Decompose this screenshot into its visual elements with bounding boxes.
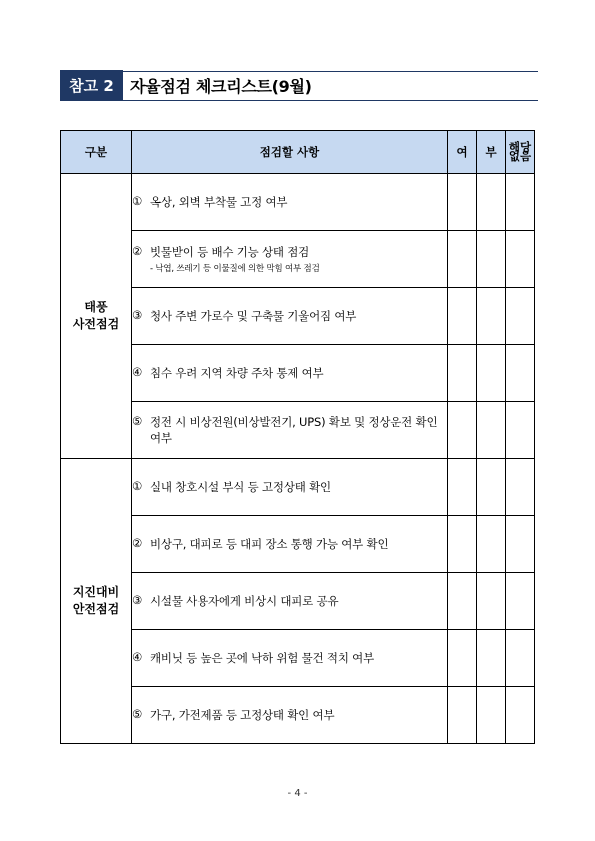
check-cell-yes[interactable] [448,288,477,345]
item-number: ① [132,479,143,493]
table-row [61,288,535,345]
check-cell-no[interactable] [477,630,506,687]
item-text: 옥상, 외벽 부착물 고정 여부 [150,195,288,209]
check-cell-na[interactable] [506,402,535,459]
check-cell-no[interactable] [477,516,506,573]
check-item-cell [132,516,448,573]
col-header-category: 구분 [61,131,132,174]
item-text: 실내 창호시설 부식 등 고정상태 확인 [150,480,331,494]
table-header-row [61,131,535,174]
table-row [61,516,535,573]
check-cell-yes[interactable] [448,573,477,630]
check-cell-yes[interactable] [448,231,477,288]
checklist-table [60,130,535,744]
page-title: 자율점검 체크리스트(9월) [130,77,312,96]
check-cell-no[interactable] [477,231,506,288]
check-item-cell [132,402,448,459]
check-item-cell [132,345,448,402]
item-subnote: - 낙엽, 쓰레기 등 이물질에 의한 막힘 여부 점검 [150,264,320,274]
check-cell-yes[interactable] [448,516,477,573]
item-number: ④ [132,365,143,379]
page-number: - 4 - [287,788,308,799]
category-label: 지진대비 안전점검 [72,585,120,616]
check-cell-no[interactable] [477,345,506,402]
check-cell-yes[interactable] [448,402,477,459]
check-item-cell [132,459,448,516]
reference-badge: 참고 2 [60,70,123,101]
check-cell-no[interactable] [477,402,506,459]
check-cell-na[interactable] [506,630,535,687]
table-row [61,573,535,630]
check-cell-na[interactable] [506,345,535,402]
check-item-cell [132,630,448,687]
check-item-cell [132,687,448,744]
check-item-cell [132,288,448,345]
table-body [61,174,535,744]
category-cell [61,174,132,459]
check-cell-na[interactable] [506,174,535,231]
item-number: ⑤ [132,414,143,428]
check-cell-yes[interactable] [448,459,477,516]
check-cell-yes[interactable] [448,345,477,402]
col-header-no: 부 [477,131,506,174]
check-cell-no[interactable] [477,174,506,231]
check-cell-no[interactable] [477,687,506,744]
item-number: ⑤ [132,707,143,721]
item-text: 시설물 사용자에게 비상시 대피로 공유 [150,594,339,608]
check-item-cell [132,174,448,231]
category-label: 태풍 사전점검 [72,300,120,331]
check-cell-na[interactable] [506,516,535,573]
check-cell-na[interactable] [506,459,535,516]
item-text: 가구, 가전제품 등 고정상태 확인 여부 [150,708,335,722]
item-text: 정전 시 비상전원(비상발전기, UPS) 확보 및 정상운전 확인 여부 [150,415,438,445]
item-number: ③ [132,308,143,322]
table-row [61,459,535,516]
check-cell-no[interactable] [477,459,506,516]
check-cell-na[interactable] [506,573,535,630]
table-row [61,174,535,231]
item-number: ③ [132,593,143,607]
section-header [60,70,538,101]
item-text: 침수 우려 지역 차량 주차 통제 여부 [150,366,324,380]
check-item-cell [132,231,448,288]
item-text: 캐비닛 등 높은 곳에 낙하 위험 물건 적치 여부 [150,651,375,665]
item-number: ④ [132,650,143,664]
table-row [61,345,535,402]
check-cell-yes[interactable] [448,174,477,231]
table-row [61,630,535,687]
header-bottom-rule [60,100,538,101]
item-number: ② [132,244,143,258]
check-cell-yes[interactable] [448,630,477,687]
item-number: ① [132,194,143,208]
col-header-na: 해당 없음 [506,131,535,174]
item-text: 청사 주변 가로수 및 구축물 기울어짐 여부 [150,309,357,323]
check-cell-no[interactable] [477,573,506,630]
table-row [61,402,535,459]
check-cell-yes[interactable] [448,687,477,744]
check-item-cell [132,573,448,630]
table-row [61,687,535,744]
item-number: ② [132,536,143,550]
item-text: 빗물받이 등 배수 기능 상태 점검 [150,245,310,259]
category-cell [61,459,132,744]
check-cell-na[interactable] [506,231,535,288]
check-cell-na[interactable] [506,288,535,345]
item-text: 비상구, 대피로 등 대피 장소 통행 가능 여부 확인 [150,537,389,551]
col-header-item: 점검할 사항 [132,131,448,174]
check-cell-na[interactable] [506,687,535,744]
table-row [61,231,535,288]
col-header-yes: 여 [448,131,477,174]
check-cell-no[interactable] [477,288,506,345]
